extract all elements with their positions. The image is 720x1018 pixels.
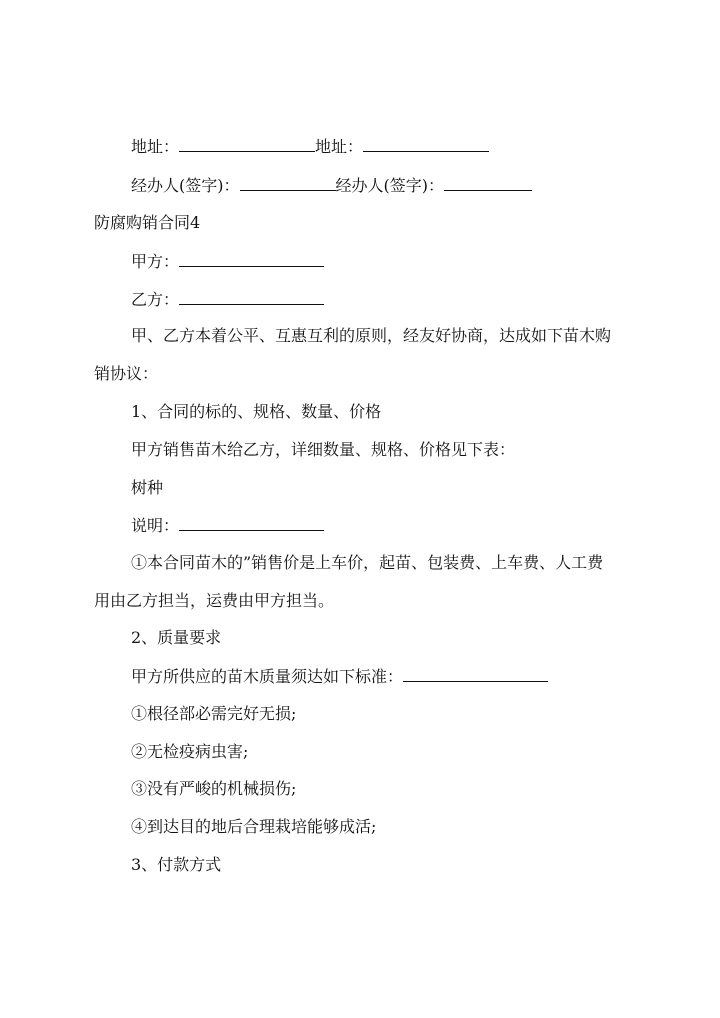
party-a-label: 甲方： (131, 252, 180, 271)
agent-b-blank (444, 174, 532, 191)
address-b-blank (363, 135, 489, 152)
section-3-heading: 3、付款方式 (131, 855, 222, 874)
agent-line (131, 174, 532, 197)
address-b-label: 地址： (315, 137, 364, 156)
agent-b-label: 经办人(签字)： (335, 176, 444, 195)
intro-line-2: 销协议： (94, 364, 159, 383)
section-2-heading: 2、质量要求 (131, 628, 222, 647)
agent-a-label: 经办人(签字)： (131, 176, 240, 195)
note-1-line-1: ①本合同苗木的”销售价是上车价，起苗、包装费、上车费、人工费 (131, 553, 604, 572)
section-1-text: 甲方销售苗木给乙方，详细数量、规格、价格见下表： (131, 440, 516, 459)
section-1-heading: 1、合同的标的、规格、数量、价格 (131, 402, 382, 421)
note-label: 说明： (131, 516, 180, 535)
party-a-blank (179, 250, 324, 267)
party-a-line (131, 250, 324, 273)
quality-standard-blank (403, 665, 548, 682)
agent-a-blank (240, 174, 336, 191)
quality-item-3: ③没有严峻的机械损伤; (131, 779, 297, 798)
note-line (131, 514, 324, 537)
quality-standard-line (131, 665, 548, 688)
address-a-blank (179, 135, 315, 152)
address-line (131, 135, 489, 158)
quality-standard-label: 甲方所供应的苗木质量须达如下标准： (131, 667, 404, 686)
address-a-label: 地址： (131, 137, 180, 156)
intro-line-1: 甲、乙方本着公平、互惠互利的原则，经友好协商，达成如下苗木购 (131, 326, 612, 345)
party-b-line (131, 288, 324, 311)
note-1-line-2: 用由乙方担当，运费由甲方担当。 (94, 591, 335, 610)
quality-item-1: ①根径部必需完好无损; (131, 704, 297, 723)
contract-title: 防腐购销合同4 (94, 213, 201, 232)
party-b-label: 乙方： (131, 290, 180, 309)
table-header-species: 树种 (131, 478, 164, 497)
quality-item-4: ④到达目的地后合理栽培能够成活; (131, 817, 377, 836)
note-blank (179, 514, 324, 531)
quality-item-2: ②无检疫病虫害; (131, 742, 249, 761)
party-b-blank (179, 288, 324, 305)
